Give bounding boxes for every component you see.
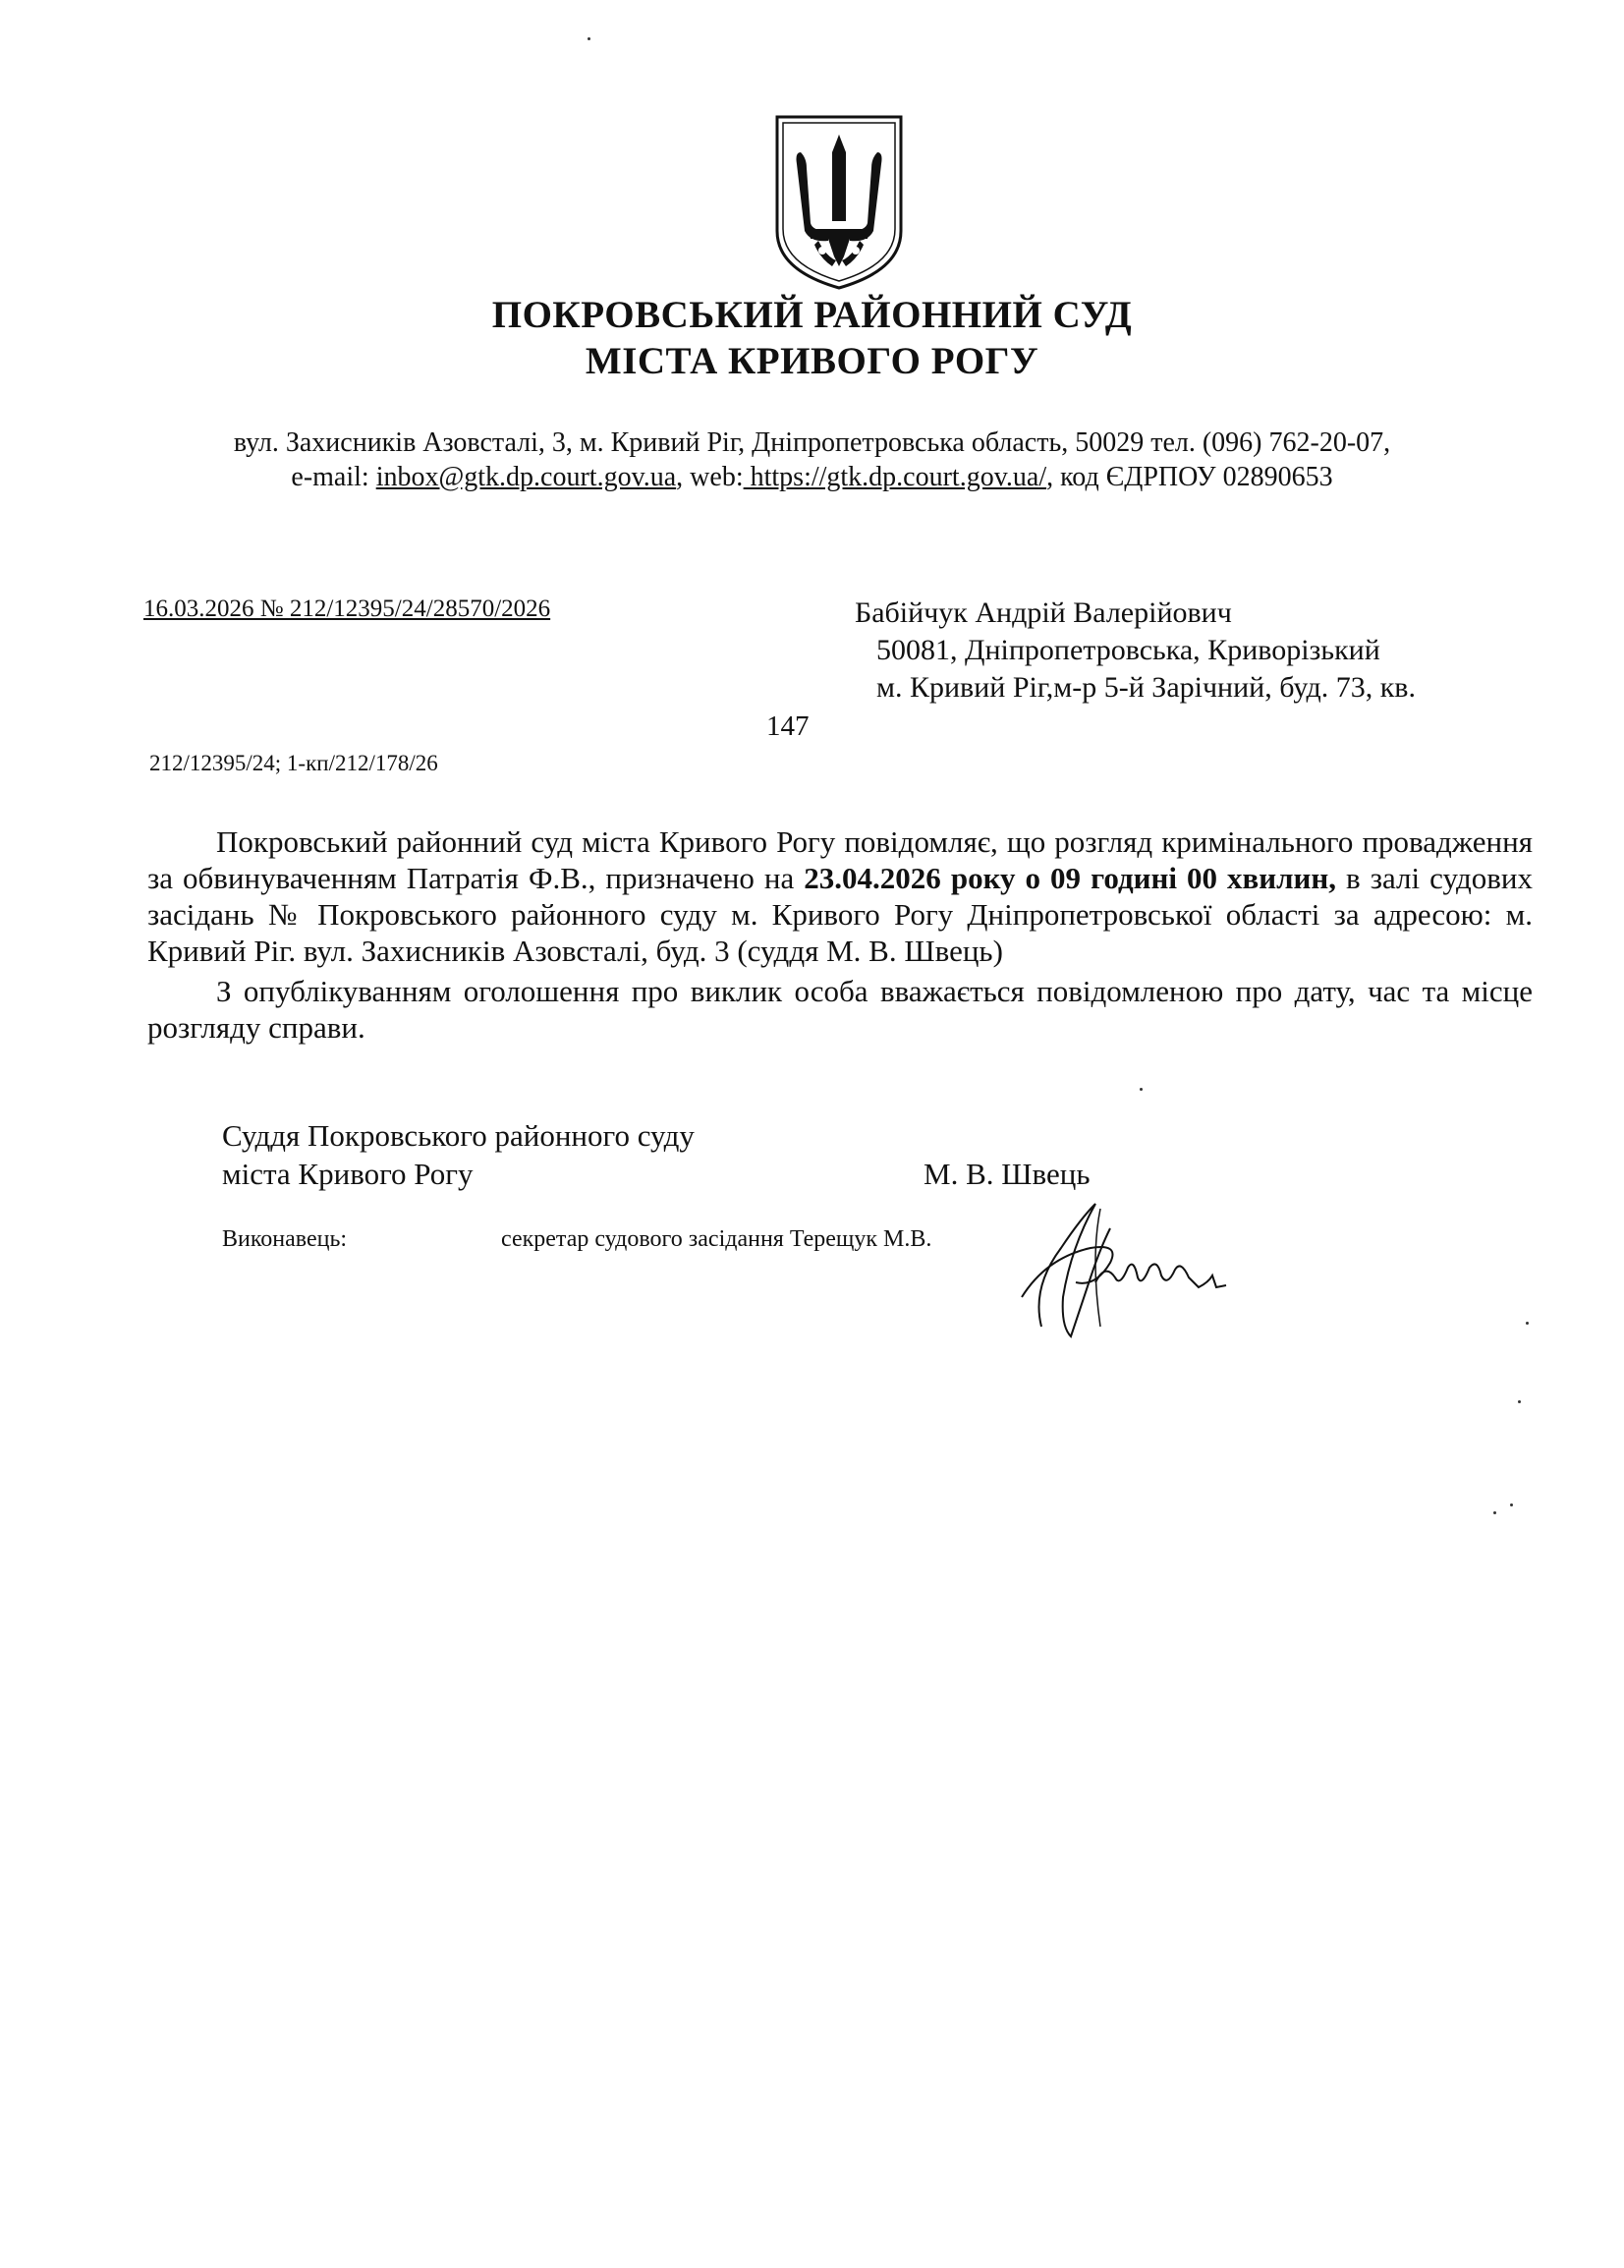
- scan-speck: [1526, 1322, 1529, 1325]
- web-label: , web:: [676, 462, 744, 492]
- recipient-address-line1: 50081, Дніпропетровська, Криворізький: [876, 634, 1380, 666]
- email-link[interactable]: inbox@gtk.dp.court.gov.ua: [375, 462, 677, 492]
- case-number: 212/12395/24; 1-кп/212/178/26: [149, 751, 438, 775]
- scan-speck: [588, 37, 590, 40]
- recipient-address-line2: м. Кривий Ріг,м-р 5-й Зарічний, буд. 73, кв.: [876, 671, 1416, 704]
- scan-speck: [1510, 1503, 1513, 1506]
- executor: секретар судового засідання Терещук М.В.: [501, 1226, 932, 1252]
- judge-name: М. В. Швець: [924, 1157, 1091, 1191]
- judge-position-line2: міста Кривого Рогу: [222, 1157, 474, 1191]
- notice-paragraph-1: [147, 823, 1533, 969]
- court-name-line2: МІСТА КРИВОГО РОГУ: [585, 340, 1039, 382]
- executor-label: Виконавець:: [222, 1226, 348, 1252]
- recipient-apartment: 147: [766, 710, 810, 742]
- hearing-datetime: 23.04.2026 року о 09 годині 00 хвилин,: [804, 861, 1337, 895]
- email-label: e-mail:: [291, 462, 376, 492]
- scan-speck: [1518, 1400, 1521, 1403]
- judge-position-line1: Суддя Покровського районного суду: [222, 1118, 695, 1153]
- coat-of-arms-icon: [771, 113, 907, 292]
- recipient-name: Бабійчук Андрій Валерійович: [855, 596, 1232, 629]
- court-contacts: [0, 462, 1624, 493]
- registration-number: 16.03.2026 № 212/12395/24/28570/2026: [143, 595, 551, 622]
- notice-text-part1: Покровський районний суд міста Кривого Рогу повідомляє, що розгляд кримінального провадження за обвинуваченням Патратія Ф.В., призначено на: [147, 824, 1533, 895]
- edrpou-code: , код ЄДРПОУ 02890653: [1046, 462, 1333, 492]
- notice-body: [147, 823, 1533, 1046]
- web-link[interactable]: https://gtk.dp.court.gov.ua/: [743, 462, 1047, 492]
- notice-paragraph-2: З опублікуванням оголошення про виклик особа вважається повідомленою про дату, час та місце розгляду справи.: [147, 974, 1533, 1045]
- signature-icon: [1002, 1189, 1238, 1346]
- scan-speck: [1493, 1511, 1496, 1514]
- notice-text-part2: в залі судових засідань № Покровського районного суду м. Кривого Рогу Дніпропетровської області за адресою: м. Кривий Ріг. вул. Захисників Азовсталі, буд. 3 (суддя М. В. Швець): [147, 861, 1533, 968]
- court-name-line1: ПОКРОВСЬКИЙ РАЙОННИЙ СУД: [491, 294, 1133, 336]
- court-address: вул. Захисників Азовсталі, 3, м. Кривий Ріг, Дніпропетровська область, 50029 тел. (096) 762-20-07,: [233, 427, 1391, 458]
- scan-speck: [1140, 1088, 1143, 1091]
